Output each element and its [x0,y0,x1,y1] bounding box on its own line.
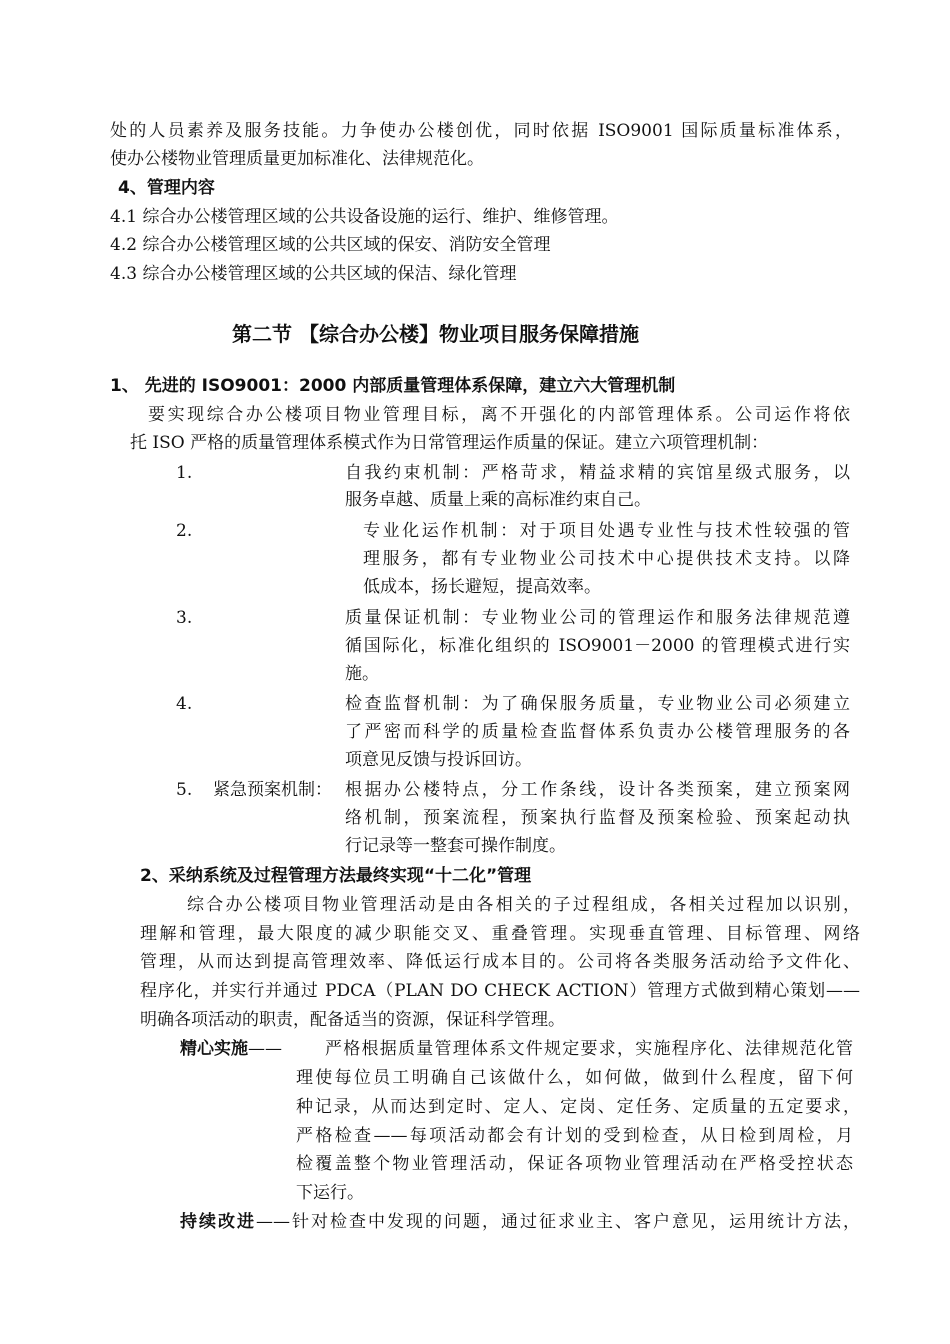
part-1-para-line-2: 托 ISO 严格的质量管理体系模式作为日常管理运作质量的保证。建立六项管理机制： [130,433,769,453]
improve-label: 持续改进 [180,1212,256,1232]
mechanism-2-line-2: 理服务，都有专业物业公司技术中心提供技术支持。以降 [363,549,850,569]
mechanism-3-line-3: 施。 [345,664,379,684]
part-1-para-line-1: 要实现综合办公楼项目物业管理目标，离不开强化的内部管理体系。公司运作将依 [148,405,850,425]
section-4-item-2: 4.2 综合办公楼管理区域的公共区域的保安、消防安全管理 [110,235,551,255]
mechanism-5-line-2: 络机制，预案流程，预案执行监督及预案检验、预案起动执 [345,808,850,828]
mechanism-2-line-3: 低成本，扬长避短，提高效率。 [363,577,601,597]
improve-text: ——针对检查中发现的问题，通过征求业主、客户意见，运用统计方法， [256,1212,860,1232]
implement-line-2: 理使每位员工明确自己该做什么，如何做，做到什么程度，留下何 [296,1068,853,1088]
mechanism-5-number: 5. [176,780,193,800]
implement-line-3: 种记录，从而达到定时、定人、定岗、定任务、定质量的五定要求， [296,1097,860,1117]
implement-line-5: 检覆盖整个物业管理活动，保证各项物业管理活动在严格受控状态 [296,1154,853,1174]
mechanism-3-line-1: 质量保证机制：专业物业公司的管理运作和服务法律规范遵 [345,608,850,628]
mechanism-2-line-1: 专业化运作机制：对于项目处遇专业性与技术性较强的管 [363,521,850,541]
mechanism-5-line-1: 根据办公楼特点，分工作条线，设计各类预案，建立预案网 [345,780,850,800]
mechanism-1-line-1: 自我约束机制：严格苛求，精益求精的宾馆星级式服务，以 [345,463,850,483]
section-4-item-3: 4.3 综合办公楼管理区域的公共区域的保洁、绿化管理 [110,264,517,284]
section-4-item-1: 4.1 综合办公楼管理区域的公共设备设施的运行、维护、维修管理。 [110,207,619,227]
part-2-para-line-3: 管理，从而达到提高管理效率、降低运行成本目的。公司将各类服务活动给予文件化、 [140,952,860,972]
implement-line-1: 严格根据质量管理体系文件规定要求，实施程序化、法律规范化管 [325,1039,853,1059]
implement-lead [180,1037,282,1061]
mechanism-1-number: 1. [176,463,193,483]
mechanism-3-line-2: 循国际化，标准化组织的 ISO9001－2000 的管理模式进行实 [345,636,850,656]
part-2-para-line-4: 程序化，并实行并通过 PDCA（PLAN DO CHECK ACTION）管理方式做到精心策划—— [140,981,860,1001]
implement-dash: —— [248,1039,282,1059]
part-2-para-line-2: 理解和管理，最大限度的减少职能交叉、重叠管理。实现垂直管理、目标管理、网络 [140,924,860,944]
mechanism-4-number: 4. [176,694,193,714]
part-2-para-line-1: 综合办公楼项目物业管理活动是由各相关的子过程组成，各相关过程加以识别， [187,895,860,915]
part-1-heading: 1、 先进的 ISO9001：2000 内部质量管理体系保障，建立六大管理机制 [110,376,676,396]
intro-line-1: 处的人员素养及服务技能。力争使办公楼创优，同时依据 ISO9001 国际质量标准体系， [110,121,852,141]
part-2-para-line-5: 明确各项活动的职责，配备适当的资源，保证科学管理。 [140,1010,565,1030]
mechanism-2-number: 2. [176,521,193,541]
section-4-heading: 4、管理内容 [118,178,215,198]
mechanism-4-line-3: 项意见反馈与投诉回访。 [345,750,532,770]
mechanism-4-line-1: 检查监督机制：为了确保服务质量，专业物业公司必须建立 [345,694,850,714]
mechanism-3-number: 3. [176,608,193,628]
mechanism-4-line-2: 了严密而科学的质量检查监督体系负责办公楼管理服务的各 [345,722,850,742]
implement-label: 精心实施 [180,1039,248,1059]
mechanism-1-line-2: 服务卓越、质量上乘的高标准约束自己。 [345,490,651,510]
mechanism-5-label: 紧急预案机制： [213,780,332,800]
mechanism-5-line-3: 行记录等一整套可操作制度。 [345,836,566,856]
improve-line [180,1210,860,1234]
intro-line-2: 使办公楼物业管理质量更加标准化、法律规范化。 [110,149,484,169]
implement-line-6: 下运行。 [296,1183,364,1203]
part-2-heading: 2、采纳系统及过程管理方法最终实现“十二化”管理 [140,866,532,886]
chapter-title: 第二节 【综合办公楼】物业项目服务保障措施 [232,322,639,346]
implement-line-4: 严格检查——每项活动都会有计划的受到检查，从日检到周检，月 [296,1126,853,1146]
